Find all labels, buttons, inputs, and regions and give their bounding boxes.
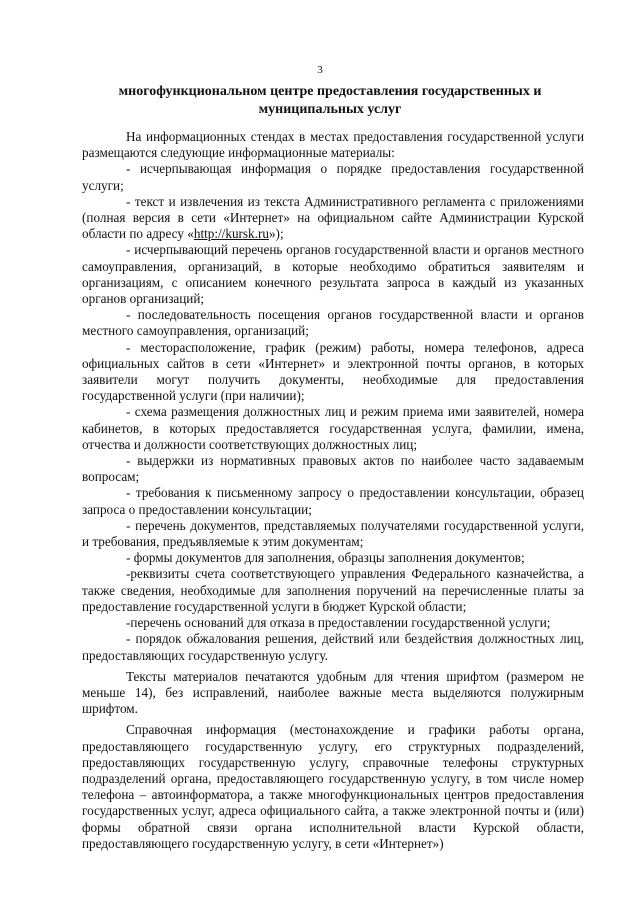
kursk-site-link[interactable]: http://kursk.ru — [193, 226, 269, 242]
list-item: - порядок обжалования решения, действий или бездействия должностных лиц, предоставляющих государственную услугу. — [82, 631, 584, 663]
paragraph-intro: На информационных стендах в местах предоставления государственной услуги размещаются следующие информационные материалы: — [82, 129, 584, 161]
list-item: - последовательность посещения органов государственной власти и органов местного самоуправления, организаций; — [82, 307, 584, 339]
list-item: - исчерпывающий перечень органов государственной власти и органов местного самоуправления, организаций, в которые необходимо обратиться заявителям и организациям, с описанием конечного результата запроса в каждый из указанных органов организаций; — [82, 242, 584, 307]
list-item: - исчерпывающая информация о порядке предоставления государственной услуги; — [82, 161, 584, 193]
list-item: - месторасположение, график (режим) работы, номера телефонов, адреса официальных сайтов в сети «Интернет» и электронной почты органов, в которых заявители могут получить документы, необходимые для предоставления государственной услуги (при наличии); — [82, 339, 584, 404]
list-item: -реквизиты счета соответствующего управления Федерального казначейства, а также сведения, необходимые для заполнения поручений на перечисленные платы за предоставление государственной услуги в бюджет Курской области; — [82, 566, 584, 614]
list-item: - требования к письменному запросу о предоставлении консультации, образец запроса о предоставлении консультации; — [82, 485, 584, 517]
list-item-text: - текст и извлечения из текста Административного регламента с приложениями (полная версия в сети «Интернет» на официальном сайте Администрации Курской области по адресу « — [82, 193, 584, 242]
list-item: -перечень оснований для отказа в предоставлении государственной услуги; — [126, 615, 551, 631]
title-line-2: муниципальных услуг — [258, 102, 402, 117]
link-suffix: »); — [268, 226, 284, 242]
list-item: - формы документов для заполнения, образцы заполнения документов; — [126, 550, 525, 566]
title-line-1: многофункциональном центре предоставления государственных и — [118, 84, 542, 99]
section-title — [60, 83, 600, 119]
list-item: - схема размещения должностных лиц и режим приема ими заявителей, номера кабинетов, в которых предоставляется государственная услуга, фамилии, имена, отчества и должности соответствующих должностных лиц; — [82, 404, 584, 452]
list-item: - перечень документов, представляемых получателями государственной услуги, и требования, предъявляемые к этим документам; — [82, 517, 584, 550]
list-item-regulation-text — [82, 194, 584, 243]
paragraph-font-requirements: Тексты материалов печатаются удобным для чтения шрифтом (размером не меньше 14), без исправлений, наиболее важные места выделяются полужирным шрифтом. — [82, 668, 584, 717]
list-item: - выдержки из нормативных правовых актов по наиболее часто задаваемым вопросам; — [82, 453, 584, 485]
document-body — [82, 129, 584, 852]
page-number: 3 — [317, 64, 323, 76]
paragraph-reference-info: Справочная информация (местонахождение и графики работы органа, предоставляющего государственную услугу, его структурных подразделений, предоставляющих государственную услугу, справочные телефоны структурных подразделений органа, предоставляющего государственную услугу, в том числе номер телефона – автоинформатора, а также многофункциональных центров предоставления государственных услуг, адреса официального сайта, а также электронной почты и (или) формы обратной связи органа исполнительной власти Курской области, предоставляющего государственную услугу, в сети «Интернет») — [82, 722, 584, 851]
